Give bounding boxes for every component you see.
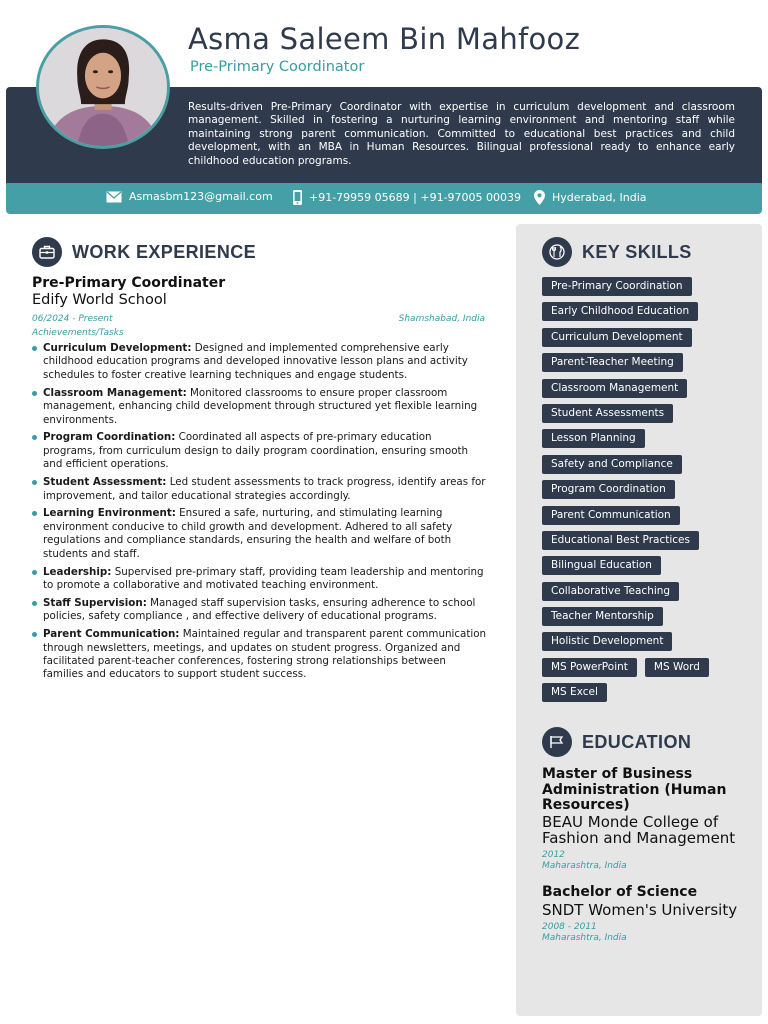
achievement-label: Classroom Management:: [43, 386, 187, 399]
achievement-label: Leadership:: [43, 565, 112, 578]
tasks-label: Achievements/Tasks: [32, 328, 124, 338]
job-dates: 06/2024 - Present: [32, 314, 113, 324]
skills-icon: [542, 237, 572, 267]
skill-tag: MS PowerPoint: [542, 658, 637, 677]
work-experience-heading: WORK EXPERIENCE: [72, 242, 257, 262]
achievement-label: Staff Supervision:: [43, 596, 147, 609]
job-location: Shamshabad, India: [398, 314, 485, 324]
profile-summary: Results-driven Pre-Primary Coordinator with expertise in curriculum development and classroom management. Skilled in fostering a nurturing learning environment and mentoring staff while maintaining strong parent communication. Committed to educational best practices and child development, with an MBA in Human Resources. Bilingual professional ready to enhance early childhood education programs.: [188, 101, 735, 167]
achievement-item: [32, 342, 487, 382]
envelope-icon: [106, 191, 122, 203]
contact-location: [534, 190, 647, 205]
skill-tag: MS Word: [645, 658, 709, 677]
skill-tag: Program Coordination: [542, 480, 675, 499]
education-school: SNDT Women's University: [542, 901, 738, 919]
skill-tag: Holistic Development: [542, 632, 672, 651]
education-degree: Bachelor of Science: [542, 884, 698, 900]
skill-tag: Pre-Primary Coordination: [542, 277, 692, 296]
profile-photo: [36, 25, 170, 149]
skill-tag: Bilingual Education: [542, 556, 661, 575]
skill-tag: Classroom Management: [542, 379, 687, 398]
skill-tag: Safety and Compliance: [542, 455, 682, 474]
education-heading: EDUCATION: [582, 732, 692, 752]
achievement-label: Learning Environment:: [43, 507, 176, 520]
email-text: Asmasbm123@gmail.com: [129, 190, 273, 203]
achievement-label: Program Coordination:: [43, 431, 176, 444]
achievement-item: [32, 628, 487, 682]
achievements-list: [32, 342, 487, 686]
phone-icon: [293, 190, 302, 205]
education-year: 2012: [542, 850, 565, 860]
phone-text: +91-79959 05689 | +91-97005 00039: [309, 191, 522, 204]
skill-tag: Educational Best Practices: [542, 531, 699, 550]
skill-tag: Early Childhood Education: [542, 302, 698, 321]
skills-list: [542, 277, 742, 709]
achievement-item: [32, 507, 487, 561]
skill-tag: Parent-Teacher Meeting: [542, 353, 683, 372]
skill-tag: Parent Communication: [542, 506, 680, 525]
achievement-label: Parent Communication:: [43, 628, 180, 641]
achievement-text: Monitored classrooms to ensure proper classroom management, enhancing child development through structured yet flexible learning environments.: [43, 386, 478, 426]
graduation-icon: [542, 727, 572, 757]
achievement-text: Managed staff supervision tasks, ensuring adherence to school policies, safety compliance , and effective delivery of educational programs.: [43, 596, 476, 623]
skill-tag: MS Excel: [542, 683, 607, 702]
job-title: Pre-Primary Coordinater: [32, 275, 226, 291]
skill-tag: Teacher Mentorship: [542, 607, 663, 626]
briefcase-icon: [32, 237, 62, 267]
skill-tag: Lesson Planning: [542, 429, 645, 448]
location-text: Hyderabad, India: [552, 191, 647, 204]
skill-tag: Student Assessments: [542, 404, 673, 423]
achievement-text: Designed and implemented comprehensive early childhood education programs and developed innovative lesson plans and activity schedules to foster creative learning techniques and engage students.: [43, 342, 468, 381]
candidate-role: Pre-Primary Coordinator: [190, 59, 365, 75]
achievement-item: [32, 476, 487, 503]
achievement-text: Coordinated all aspects of pre-primary education programs, from curriculum design to daily program coordination, ensuring smooth and efficient operations.: [43, 431, 469, 471]
location-pin-icon: [534, 190, 545, 205]
achievement-item: [32, 566, 487, 593]
achievement-label: Curriculum Development:: [43, 342, 192, 354]
achievement-text: Maintained regular and transparent parent communication through newsletters, meetings, and updates on student progress. Organized and facilitated parent-teacher conferences, fostering strong relationships between families and educators to support student success.: [43, 628, 487, 681]
education-school: BEAU Monde College of Fashion and Management: [542, 813, 736, 847]
achievement-label: Student Assessment:: [43, 476, 167, 489]
skill-tag: Collaborative Teaching: [542, 582, 679, 601]
education-degree: Master of Business Administration (Human Resources): [542, 766, 727, 813]
job-company: Edify World School: [32, 292, 167, 308]
skill-tag: Curriculum Development: [542, 328, 692, 347]
education-location: Maharashtra, India: [542, 861, 627, 871]
achievement-text: Supervised pre-primary staff, providing team leadership and mentoring to promote a collaborative and motivated teaching environment.: [43, 565, 484, 591]
achievement-item: [32, 597, 487, 624]
candidate-name: Asma Saleem Bin Mahfooz: [188, 22, 581, 56]
key-skills-heading: KEY SKILLS: [582, 242, 692, 262]
achievement-item: [32, 431, 487, 471]
achievement-text: Ensured a safe, nurturing, and stimulating learning environment conducive to child growth and development. Adhered to all safety regulations and compliance standards, ensuring the health and welfare of both students and staff.: [43, 507, 453, 560]
achievement-text: Led student assessments to track progress, identify areas for improvement, and tailor educational strategies accordingly.: [43, 476, 486, 502]
education-location: Maharashtra, India: [542, 933, 627, 943]
education-year: 2008 - 2011: [542, 922, 597, 932]
contact-phone[interactable]: [293, 190, 521, 205]
contact-email[interactable]: [106, 190, 273, 203]
achievement-item: [32, 387, 487, 427]
